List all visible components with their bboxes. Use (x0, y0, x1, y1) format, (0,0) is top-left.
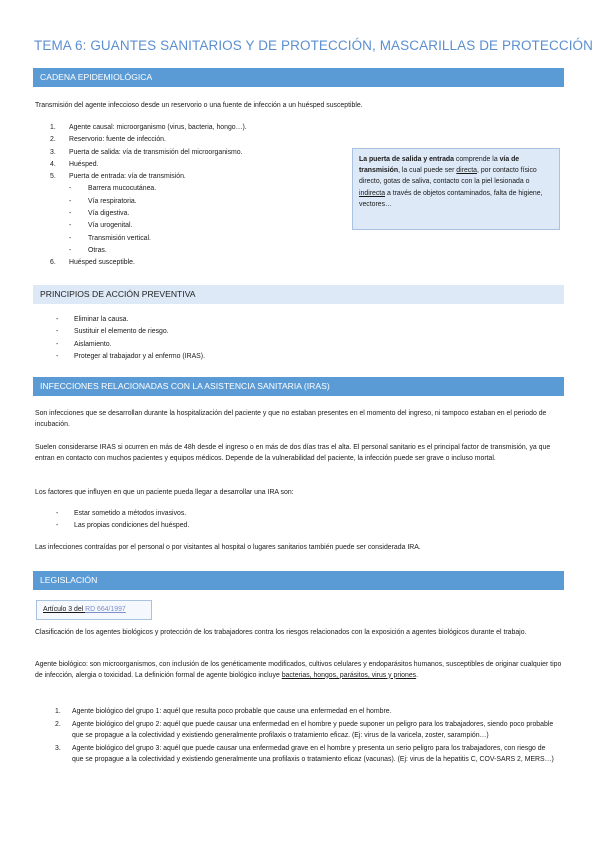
section-heading-principios: PRINCIPIOS DE ACCIÓN PREVENTIVA (33, 285, 564, 304)
list-item: - Estar sometido a métodos invasivos. (56, 510, 187, 517)
sub-list-item: - Otras. (69, 246, 107, 254)
article-reference: Artículo 3 del RD 664/1997 (36, 600, 152, 620)
legislacion-paragraph-2: Agente biológico: son microorganismos, con inclusión de los genéticamente modificados, cultivos celulares y endoparásitos humanos, susceptibles de originar cualquier tipo de infección, alergia o toxicidad. La definición formal de agente biológico incluye bacterias, hongos, parásitos, virus y priones. (35, 661, 562, 679)
list-item: - Sustituir el elemento de riesgo. (56, 328, 169, 336)
rd-link[interactable]: RD 664/1997 (85, 606, 126, 613)
principios-list (56, 314, 205, 363)
sub-list-item: - Barrera mucocutánea. (69, 185, 157, 193)
iras-paragraph-4: Las infecciones contraídas por el personal o por visitantes al hospital o lugares sanitarios también puede ser considerada IRA. (35, 544, 421, 551)
cadena-intro: Transmisión del agente infeccioso desde un reservorio o una fuente de infección a un huésped susceptible. (35, 102, 363, 109)
page-title: TEMA 6: GUANTES SANITARIOS Y DE PROTECCIÓN, MASCARILLAS DE PROTECCIÓN (34, 38, 594, 53)
grupos-list (55, 706, 555, 767)
sub-list-item: - Vía digestiva. (69, 210, 130, 218)
list-item: 3. Agente biológico del grupo 3: aquél que puede causar una enfermedad grave en el hombre y presenta un serio peligro para los trabajadores, con riesgo de que se propague a la colectividad y existiendo generalmente una profilaxis o tratamiento eficaz (vacunas). (Ej: virus de la hepatitis C, COV-SARS 2, MERS…) (55, 744, 554, 764)
iras-paragraph-2: Suelen considerarse IRAS si ocurren en más de 48h desde el ingreso o en más de dos días tras el alta. El personal sanitario es el principal factor de transmisión, ya que entran en contacto con muchos pacientes y equipos médicos. Depende de la vulnerabilidad del paciente, la infección puede ser grave o incluso mortal. (35, 444, 551, 462)
list-item: 2. Reservorio: fuente de infección. (50, 136, 166, 144)
iras-paragraph-1: Son infecciones que se desarrollan durante la hospitalización del paciente y que no estaban presentes en el momento del ingreso, ni tampoco estaban en el periodo de incubación. (35, 410, 547, 428)
list-item: - Aislamiento. (56, 340, 112, 348)
sub-list-item: - Vía respiratoria. (69, 197, 137, 205)
iras-factors-list (56, 508, 189, 533)
list-item: 3. Puerta de salida: vía de transmisión del microorganismo. (50, 148, 243, 156)
section-heading-cadena: CADENA EPIDEMIOLÓGICA (33, 68, 564, 87)
list-item: - Las propias condiciones del huésped. (56, 522, 190, 530)
sub-list-item: - Vía urogenital. (69, 222, 133, 230)
sub-list-item: - Transmisión vertical. (69, 234, 151, 242)
list-item: 1. Agente causal: microorganismo (virus, bacteria, hongo…). (50, 124, 247, 131)
list-item: 1. Agente biológico del grupo 1: aquél que resulta poco probable que cause una enfermedad en el hombre. (55, 708, 392, 715)
list-item: - Eliminar la causa. (56, 316, 129, 323)
section-heading-legislacion: LEGISLACIÓN (33, 571, 564, 590)
list-item: 5. Puerta de entrada: vía de transmisión. (50, 173, 186, 181)
legislacion-paragraph-1: Clasificación de los agentes biológicos y protección de los trabajadores contra los riesgos relacionados con la exposición a agentes biológicos durante el trabajo. (35, 629, 527, 636)
section-heading-iras: INFECCIONES RELACIONADAS CON LA ASISTENCIA SANITARIA (IRAS) (33, 377, 564, 396)
list-item: - Proteger al trabajador y al enfermo (IRAS). (56, 352, 205, 360)
iras-paragraph-3: Los factores que influyen en que un paciente pueda llegar a desarrollar una IRA son: (35, 489, 294, 496)
cadena-list (50, 122, 247, 270)
list-item: 6. Huésped susceptible. (50, 259, 135, 267)
list-item: 2. Agente biológico del grupo 2: aquél que puede causar una enfermedad en el hombre y puede suponer un peligro para los trabajadores, siendo poco probable que se propague a la colectividad y existiendo generalmente profilaxis o tratamiento eficaz. (Ej: virus de la varicela, zoster, sarampión…) (55, 720, 554, 740)
callout-box: La puerta de salida y entrada comprende la vía de transmisión, la cual puede ser directa, por contacto físico directo, gotas de saliva, contacto con la piel lesionada o indirecta a través de objetos contaminados, falta de higiene, vectores… (352, 148, 560, 230)
list-item: 4. Huésped. (50, 160, 99, 168)
